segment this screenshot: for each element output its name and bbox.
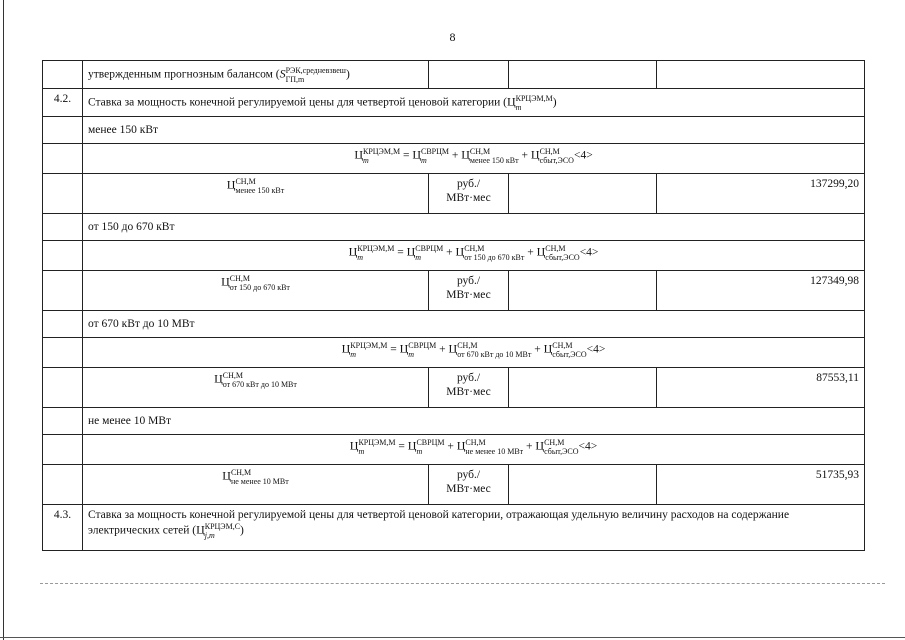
- formula: Ц КРЦЭМ,М m = Ц СВРЦМ m + Ц СН,М менее 150 кВт + Ц СН,М сбыт,ЭСО <4>: [83, 144, 865, 174]
- parameter-row: [43, 465, 865, 505]
- section-title: Ставка за мощность конечной регулируемой цены для четвертой ценовой категории (: [88, 96, 507, 109]
- section-row: [43, 89, 865, 117]
- unit-label: руб./ МВт·мес: [429, 174, 509, 214]
- parameter-name: Ц СН,М от 150 до 670 кВт: [83, 271, 429, 311]
- tariff-table: [42, 60, 865, 551]
- superscript: РЭК,средневзвеш: [285, 65, 346, 75]
- superscript: КРЦЭМ,М: [515, 93, 553, 103]
- range-row: [43, 408, 865, 435]
- range-label: не менее 10 МВт: [83, 408, 865, 435]
- section-row: [43, 505, 865, 551]
- formula-row: [43, 338, 865, 368]
- formula-row: [43, 435, 865, 465]
- symbol: Ц: [196, 522, 205, 537]
- page-left-edge: [3, 0, 4, 640]
- unit-cell: [429, 61, 509, 89]
- range-label: от 150 до 670 кВт: [83, 214, 865, 241]
- formula-row: [43, 144, 865, 174]
- symbol: S: [279, 66, 286, 81]
- parameter-row: [43, 368, 865, 408]
- formula: Ц КРЦЭМ,М m = Ц СВРЦМ m + Ц СН,М от 670 кВт до 10 МВт + Ц СН,М сбыт,ЭСО <4>: [83, 338, 865, 368]
- unit-label: руб./ МВт·мес: [429, 271, 509, 311]
- symbol: Ц: [506, 94, 516, 109]
- section-title-cell: [83, 89, 865, 117]
- row-number-cell: [43, 61, 83, 89]
- tariff-value: 137299,20: [657, 174, 865, 214]
- indicator-cell: [83, 61, 429, 89]
- parameter-name: Ц СН,М не менее 10 МВт: [83, 465, 429, 505]
- formula-row: [43, 241, 865, 271]
- closing-paren: ): [552, 96, 557, 109]
- section-number: 4.3.: [43, 505, 83, 551]
- page-number: 8: [449, 30, 456, 44]
- range-row: [43, 214, 865, 241]
- parameter-row: [43, 174, 865, 214]
- subscript: m: [515, 102, 522, 112]
- range-label: менее 150 кВт: [83, 117, 865, 144]
- dashed-separator: [40, 583, 885, 584]
- page-bottom-edge: [0, 637, 905, 638]
- subscript: j,m: [204, 531, 215, 540]
- section-number: 4.2.: [43, 89, 83, 117]
- formula: Ц КРЦЭМ,М m = Ц СВРЦМ m + Ц СН,М не менее 10 МВт + Ц СН,М сбыт,ЭСО <4>: [83, 435, 865, 465]
- tariff-value: 87553,11: [657, 368, 865, 408]
- range-label: от 670 кВт до 10 МВт: [83, 311, 865, 338]
- unit-label: руб./ МВт·мес: [429, 465, 509, 505]
- unit-label: руб./ МВт·мес: [429, 368, 509, 408]
- empty-cell: [509, 61, 657, 89]
- section-title-cell: [83, 505, 865, 551]
- range-row: [43, 311, 865, 338]
- closing-paren: ): [240, 524, 244, 537]
- parameter-name: Ц СН,М менее 150 кВт: [83, 174, 429, 214]
- closing-paren: ): [345, 68, 350, 81]
- parameter-name: Ц СН,М от 670 кВт до 10 МВт: [83, 368, 429, 408]
- tariff-value: 51735,93: [657, 465, 865, 505]
- range-row: [43, 117, 865, 144]
- indicator-text: утвержденным прогнозным балансом (: [88, 68, 280, 81]
- tariff-value: 127349,98: [657, 271, 865, 311]
- subscript: ГП,m: [285, 74, 305, 84]
- table-row: [43, 61, 865, 89]
- superscript: КРЦЭМ,С: [204, 522, 241, 531]
- parameter-row: [43, 271, 865, 311]
- formula: Ц КРЦЭМ,М m = Ц СВРЦМ m + Ц СН,М от 150 до 670 кВт + Ц СН,М сбыт,ЭСО <4>: [83, 241, 865, 271]
- value-cell: [657, 61, 865, 89]
- section-title: Ставка за мощность конечной регулируемой цены для четвертой ценовой категории, отражающая удельную величину расходов на содержание электрических сетей (: [88, 509, 790, 537]
